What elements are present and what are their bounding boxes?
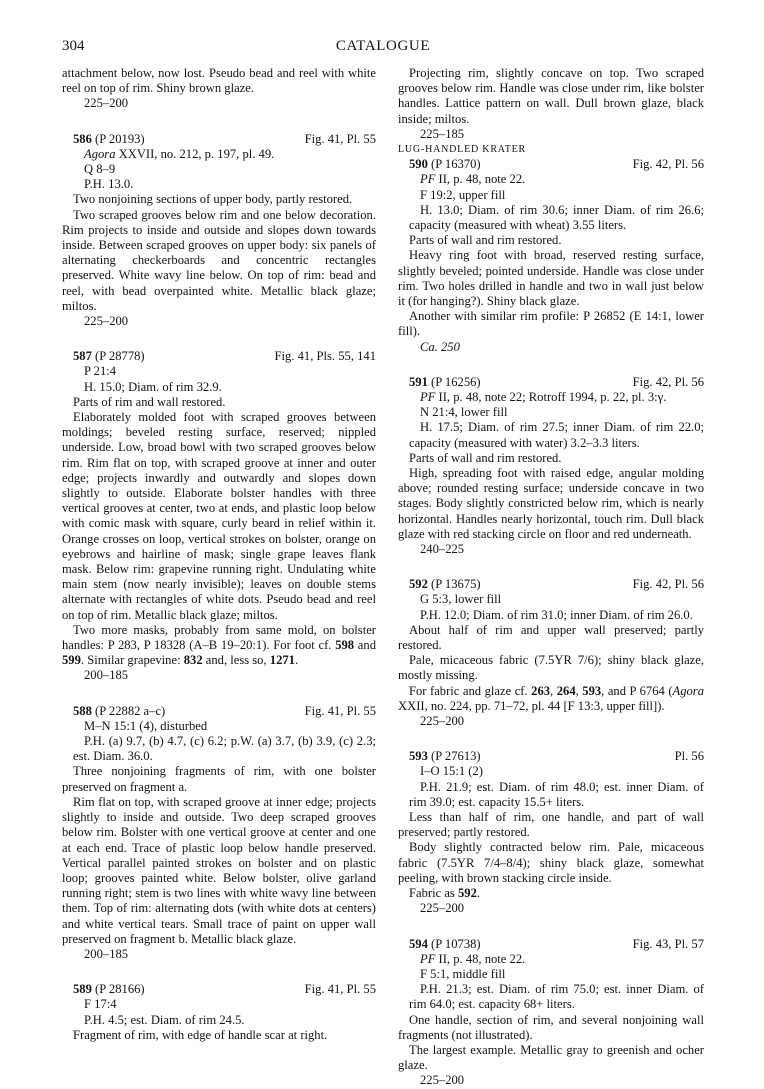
entry-number: 588 — [73, 703, 92, 718]
entry-date: 225–185 — [420, 126, 465, 141]
deposit: Q 8–9 — [84, 162, 116, 176]
condition: Three nonjoining fragments of rim, with one bolster preserved on fragment a. — [62, 764, 376, 794]
condition: Parts of wall and rim restored. — [409, 450, 562, 465]
catalogue-entry-591 — [398, 375, 704, 557]
description: The largest example. Metallic gray to greenish and ocher glaze. — [398, 1042, 704, 1073]
entry-number: 589 — [73, 982, 92, 997]
deposit: F 19:2, upper fill — [420, 187, 506, 202]
right-column — [398, 66, 704, 1089]
inventory-number: (P 13675) — [431, 577, 481, 592]
condition: Less than half of rim, one handle, and part of wall preserved; partly restored. — [398, 810, 704, 840]
condition: Parts of rim and wall restored. — [73, 394, 226, 409]
catalogue-entry-594 — [398, 937, 704, 1089]
entry-number: 594 — [409, 936, 428, 951]
figure-reference: Pl. 56 — [674, 749, 704, 764]
deposit: G 5:3, lower fill — [420, 592, 502, 607]
figure-reference: Fig. 41, Pl. 55 — [304, 703, 376, 718]
catalogue-entry-587 — [62, 349, 376, 683]
cross-reference[interactable]: 592 — [457, 886, 477, 901]
inventory-number: (P 28778) — [95, 349, 145, 364]
deposit: P 21:4 — [84, 364, 117, 379]
condition: One handle, section of rim, and several nonjoining wall fragments (not illustrated). — [398, 1012, 704, 1042]
catalogue-entry-592 — [398, 577, 704, 729]
entry-date: 225–200 — [420, 714, 465, 729]
comparanda: Two more masks, probably from same mold, on bolster handles: P 283, P 18328 (A–B 19–20:1). For foot cf. 598 and 599. Similar grapevine: 832 and, less so, 1271. — [62, 622, 376, 668]
running-title: CATALOGUE — [335, 38, 431, 54]
page-number: 304 — [62, 38, 85, 54]
description: Elaborately molded foot with scraped grooves between moldings; beveled resting surface, reserved; nippled underside. Low, broad bowl with two scraped grooves below rim. Rim flat on top, with scraped groove at inner and outer edge; projects inwardly and outwardly and slopes down slightly to outside. Elaborate bolster handles with three vertical grooves at center, two at ends, and plastic loop below with comic mask with square, curly beard in relief within it. Orange crosses on loop, vertical strokes on bolster, orange on eyebrows and hairline of mask; single grape leaves flank mask. Below rim: grapevine running right. Undulating white main stem (now nearly invisible); leaves on double stems alternate with rectangles of white dots. Pseudo bead and reel on top of rim. Metallic black glaze; miltos. — [62, 410, 376, 622]
entry-heading — [398, 937, 704, 952]
comparanda: For fabric and glaze cf. 263, 264, 593, and P 6764 (Agora XXII, no. 224, pp. 71–72, pl. 44 [F 13:3, upper fill]). — [398, 683, 704, 713]
dimensions: H. 17.5; Diam. of rim 27.5; inner Diam. of rim 22.0; capacity (measured with water) 3.2–3.3 liters. — [409, 420, 704, 450]
catalogue-entry-589 — [62, 982, 376, 1043]
description: Rim flat on top, with scraped groove at inner edge; projects slightly to inside and outside. Two deep scraped grooves below rim. Bolster with one vertical groove at center and one at each end. Trace of plastic loop below handle preserved. Vertical parallel painted strokes on bolster and on plastic loop; grooves painted white. Below bolster, olive garland running right; stem is two lines with white wavy line between them. Top of rim: alternating dots (with white dots at centers) and white vertical tears. Small trace of paint on upper wall preserved on fragment b. Metallic black glaze. — [62, 794, 376, 946]
entry-heading — [398, 577, 704, 592]
inventory-number: (P 10738) — [431, 936, 481, 951]
description: High, spreading foot with raised edge, angular molding above; rounded resting surface; underside concave in two stages. Body slightly constricted below rim, which is nearly horizontal. Handles nearly horizontal, touch rim. Dull black glaze with red stacking circle on floor and red underneath. — [398, 466, 704, 541]
condition: Parts of wall and rim restored. — [409, 233, 562, 248]
deposit: I–O 15:1 (2) — [420, 764, 483, 779]
entry-heading — [62, 982, 376, 997]
inventory-number: (P 22882 a–c) — [95, 703, 166, 718]
page-header — [62, 38, 704, 58]
entry-date: 225–200 — [420, 901, 465, 916]
dimensions: P.H. (a) 9.7, (b) 4.7, (c) 6.2; p.W. (a) 3.7, (b) 3.9, (c) 2.3; est. Diam. 36.0. — [73, 734, 376, 764]
entry-heading — [62, 132, 376, 147]
publication: Agora XXVII, no. 212, p. 197, pl. 49. — [84, 146, 275, 161]
deposit: F 17:4 — [84, 997, 117, 1012]
figure-reference: Fig. 41, Pl. 55 — [304, 982, 376, 997]
entry-date: 200–185 — [84, 946, 129, 961]
dimensions: H. 15.0; Diam. of rim 32.9. — [84, 379, 222, 394]
figure-reference: Fig. 42, Pl. 56 — [632, 157, 704, 172]
inventory-number: (P 16256) — [431, 374, 481, 389]
description: Two scraped grooves below rim and one below decoration. Rim projects to inside and outside and slopes down towards inside. Between scraped grooves on upper body: six panels of alternating checkerboards and concentric rectangles preserved. White wavy line below. On top of rim: bead and reel, with bead overpainted white. Metallic black glaze; miltos. — [62, 207, 376, 313]
continued-text: Projecting rim, slightly concave on top. Two scraped grooves below rim. Handle was close under rim, like bolster handles. Lattice pattern on wall. Dull brown glaze, black inside; miltos. — [398, 66, 704, 126]
cross-reference[interactable]: 264 — [556, 683, 576, 698]
comparanda: Another with similar rim profile: P 26852 (E 14:1, lower fill). — [398, 309, 704, 339]
inventory-number: (P 20193) — [95, 131, 145, 146]
cross-reference[interactable]: 598 — [335, 638, 355, 653]
entry-number: 592 — [409, 577, 428, 592]
cross-reference[interactable]: 599 — [62, 653, 81, 668]
entry-heading — [398, 375, 704, 390]
entry-heading — [398, 749, 704, 764]
deposit: N 21:4, lower fill — [420, 405, 508, 420]
cross-reference[interactable]: 263 — [531, 683, 551, 698]
publication: PF II, p. 48, note 22. — [420, 951, 526, 966]
figure-reference: Fig. 41, Pls. 55, 141 — [274, 349, 376, 364]
entry-heading — [398, 157, 704, 172]
left-column — [62, 66, 376, 1043]
condition: Two nonjoining sections of upper body, partly restored. — [73, 192, 353, 207]
inventory-number: (P 28166) — [95, 982, 145, 997]
cross-reference[interactable]: 832 — [183, 653, 203, 668]
inventory-number: (P 27613) — [431, 749, 481, 764]
publication: PF II, p. 48, note 22. — [420, 172, 526, 187]
description: Pale, micaceous fabric (7.5YR 7/6); shiny black glaze, mostly missing. — [398, 653, 704, 683]
comparanda: Fabric as 592. — [409, 886, 481, 901]
figure-reference: Fig. 41, Pl. 55 — [304, 131, 376, 146]
figure-reference: Fig. 43, Pl. 57 — [632, 936, 704, 951]
dimensions: P.H. 13.0. — [84, 177, 134, 192]
catalogue-entry-593 — [398, 749, 704, 916]
description: Body slightly contracted below rim. Pale, micaceous fabric (7.5YR 7/4–8/4); shiny black glaze, somewhat peeling, with brown stacking circle inside. — [398, 840, 704, 885]
inventory-number: (P 16370) — [431, 157, 481, 172]
deposit: M–N 15:1 (4), disturbed — [84, 718, 208, 733]
dimensions: P.H. 21.9; est. Diam. of rim 48.0; est. inner Diam. of rim 39.0; est. capacity 15.5+ liters. — [409, 779, 704, 809]
entry-heading — [62, 349, 376, 364]
catalogue-entry-588 — [62, 704, 376, 962]
cross-reference[interactable]: 1271 — [269, 653, 295, 668]
dimensions: P.H. 12.0; Diam. of rim 31.0; inner Diam. of rim 26.0. — [420, 607, 693, 622]
section-heading: LUG-HANDLED KRATER — [398, 144, 526, 156]
figure-reference: Fig. 42, Pl. 56 — [632, 577, 704, 592]
deposit: F 5:1, middle fill — [420, 966, 506, 981]
entry-number: 587 — [73, 349, 92, 364]
catalogue-entry-590 — [398, 157, 704, 355]
entry-heading — [62, 704, 376, 719]
entry-date: 225–200 — [84, 314, 129, 329]
entry-date: 225–200 — [84, 96, 129, 111]
entry-number: 591 — [409, 374, 428, 389]
entry-number: 586 — [73, 131, 92, 146]
entry-date: Ca. 250 — [420, 339, 460, 354]
entry-date: 200–185 — [84, 668, 129, 683]
dimensions: P.H. 4.5; est. Diam. of rim 24.5. — [84, 1012, 245, 1027]
cross-reference[interactable]: 593 — [582, 683, 602, 698]
entry-number: 593 — [409, 749, 428, 764]
entry-date: 240–225 — [420, 542, 465, 557]
figure-reference: Fig. 42, Pl. 56 — [632, 374, 704, 389]
catalogue-entry-586 — [62, 132, 376, 330]
condition: Fragment of rim, with edge of handle scar at right. — [73, 1027, 328, 1042]
description: Heavy ring foot with broad, reserved resting surface, slightly beveled; pointed underside. Handle was close under rim. Two holes drilled in handle and two in wall just below it (for hanging?). Shiny black glaze. — [398, 248, 704, 309]
continued-text: attachment below, now lost. Pseudo bead and reel with white reel on top of rim. Shiny brown glaze. — [62, 66, 376, 96]
dimensions: P.H. 21.3; est. Diam. of rim 75.0; est. inner Diam. of rim 64.0; est. capacity 68+ liters. — [409, 982, 704, 1012]
dimensions: H. 13.0; Diam. of rim 30.6; inner Diam. of rim 26.6; capacity (measured with wheat) 3.55 liters. — [409, 202, 704, 233]
entry-date: 225–200 — [420, 1073, 465, 1088]
condition: About half of rim and upper wall preserved; partly restored. — [398, 622, 704, 653]
publication: PF II, p. 48, note 22; Rotroff 1994, p. 22, pl. 3:γ. — [420, 390, 667, 405]
entry-number: 590 — [409, 157, 428, 172]
